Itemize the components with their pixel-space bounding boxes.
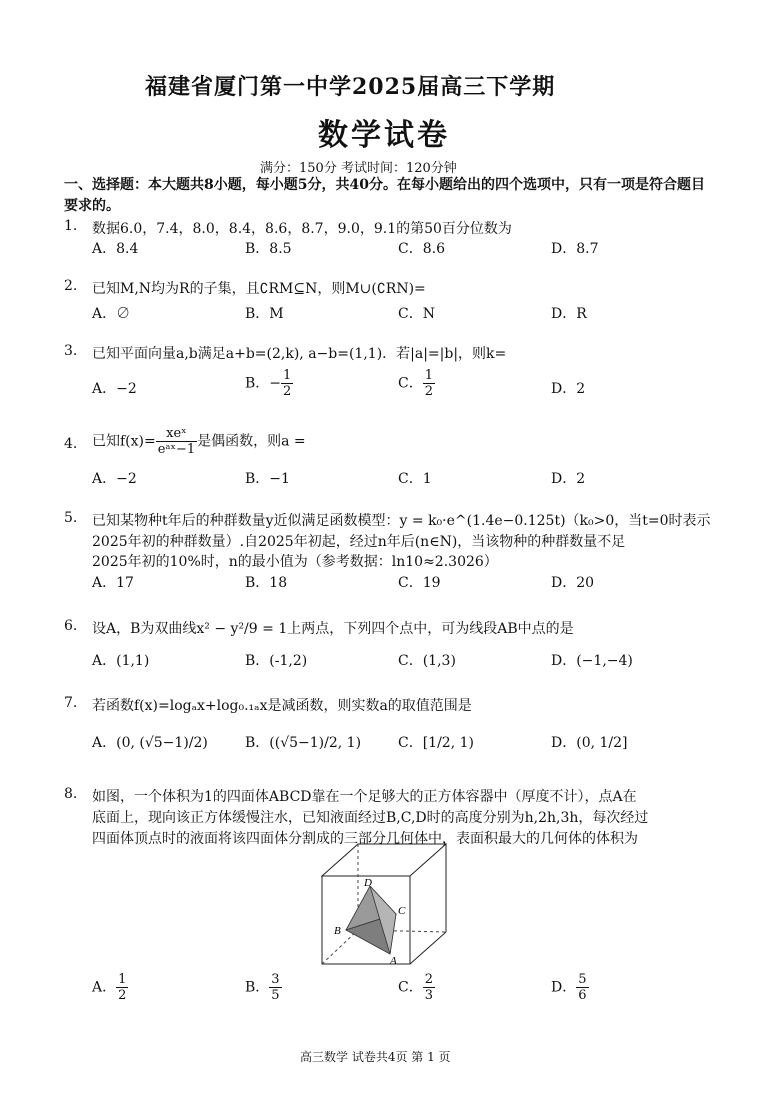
question-line-2: 底面上，现向该正方体缓慢注水，已知液面经过B,C,D时的高度分别为h,2h,3h，每次经过 bbox=[92, 810, 649, 826]
option-b: B．8.5 bbox=[245, 241, 292, 257]
page-footer: 高三数学 试卷共4页 第 1 页 bbox=[300, 1050, 451, 1064]
section-heading: 一、选择题：本大题共8小题，每小题5分，共40分。在每小题给出的四个选项中，只有一项是符合题目要求的。 bbox=[64, 177, 705, 214]
option-b bbox=[245, 732, 361, 752]
option-c bbox=[398, 972, 435, 1003]
cube-top-face bbox=[322, 844, 446, 876]
option-a: A．−2 bbox=[92, 381, 137, 397]
option-b-fraction bbox=[269, 972, 281, 1003]
vertex-label-d: D bbox=[364, 877, 372, 889]
option-b bbox=[245, 368, 293, 399]
option-b-prefix: B．− bbox=[245, 375, 282, 392]
question-text: 已知平面向量a,b满足a+b=(2,k), a−b=(1,1)．若|a|=|b|，则k= bbox=[92, 346, 507, 362]
option-a: A．−2 bbox=[92, 471, 137, 487]
denominator: eᵃˣ−1 bbox=[157, 442, 196, 457]
option-c: C．N bbox=[398, 306, 435, 322]
option-a: A．∅ bbox=[92, 306, 131, 322]
option-c-value: [1/2, 1) bbox=[422, 735, 474, 751]
question-number: 2. bbox=[64, 278, 78, 294]
option-b-fraction bbox=[281, 368, 293, 399]
option-a bbox=[92, 732, 208, 752]
question-line-3: 四面体顶点时的液面将该四面体分割成的三部分几何体中，表面积最大的几何体的体积为 bbox=[92, 831, 638, 847]
question-number: 4. bbox=[64, 436, 78, 452]
option-c: C．(1,3) bbox=[398, 653, 456, 669]
question-text: 已知M,N均为R的子集，且∁RM⊆N，则M∪(∁RN)= bbox=[92, 281, 426, 297]
denominator: 2 bbox=[283, 384, 292, 399]
vertex-label-b: B bbox=[334, 925, 341, 937]
numerator: 5 bbox=[578, 972, 587, 987]
numerator: 1 bbox=[424, 368, 433, 383]
option-b-prefix: B． bbox=[245, 735, 270, 751]
option-d-value: (0, 1/2] bbox=[576, 735, 628, 751]
option-a: A．17 bbox=[92, 575, 134, 591]
option-d bbox=[551, 732, 628, 752]
option-d bbox=[551, 972, 589, 1003]
question-number: 8. bbox=[64, 786, 78, 802]
option-d: D．R bbox=[551, 306, 587, 322]
option-c-fraction bbox=[423, 368, 435, 399]
option-a: A．8.4 bbox=[92, 241, 139, 257]
option-d-prefix: D． bbox=[551, 735, 577, 751]
option-c: C．1 bbox=[398, 471, 432, 487]
question-number: 5. bbox=[64, 510, 78, 526]
option-a-fraction bbox=[116, 972, 128, 1003]
denominator: 2 bbox=[424, 384, 433, 399]
exam-meta: 满分：150分 考试时间：120分钟 bbox=[260, 161, 457, 176]
option-a-prefix: A． bbox=[92, 979, 117, 996]
question-text: 数据6.0，7.4，8.0，8.4，8.6，8.7，9.0，9.1的第50百分位数为 bbox=[92, 221, 512, 237]
numerator: 2 bbox=[424, 972, 433, 987]
option-d: D．2 bbox=[551, 471, 586, 487]
option-c: C．19 bbox=[398, 575, 441, 591]
question-number: 7. bbox=[64, 695, 78, 711]
question-text-pre: 已知f(x)= bbox=[92, 433, 156, 450]
option-a bbox=[92, 972, 128, 1003]
option-b: B．18 bbox=[245, 575, 288, 591]
option-c-prefix: C． bbox=[398, 375, 423, 392]
question-text bbox=[92, 426, 306, 457]
option-d-fraction bbox=[576, 972, 588, 1003]
option-c bbox=[398, 732, 474, 752]
option-a: A．(1,1) bbox=[92, 653, 150, 669]
denominator: 2 bbox=[118, 988, 127, 1003]
option-d-prefix: D． bbox=[551, 979, 577, 996]
question-text: 若函数f(x)=logₐx+log₀.₁ₐx是减函数，则实数a的取值范围是 bbox=[92, 698, 472, 714]
denominator: 3 bbox=[424, 988, 433, 1003]
option-b: B．(-1,2) bbox=[245, 653, 308, 669]
question-line-3: 2025年初的10%时，n的最小值为（参考数据：ln10≈2.3026） bbox=[92, 554, 498, 570]
cube-edge bbox=[410, 932, 446, 964]
question-text-post: 是偶函数，则a = bbox=[197, 433, 306, 450]
cube-tetrahedron-figure bbox=[318, 842, 450, 968]
option-c-prefix: C． bbox=[398, 735, 423, 751]
option-d: D．(−1,−4) bbox=[551, 653, 633, 669]
option-b-value: ((√5−1)/2, 1) bbox=[269, 735, 362, 751]
option-d: D．8.7 bbox=[551, 241, 599, 257]
numerator: 3 bbox=[271, 972, 280, 987]
question-line-1: 如图，一个体积为1的四面体ABCD靠在一个足够大的正方体容器中（厚度不计），点A在 bbox=[92, 789, 637, 805]
option-c: C．8.6 bbox=[398, 241, 445, 257]
vertex-label-c: C bbox=[398, 905, 406, 917]
option-d: D．2 bbox=[551, 381, 586, 397]
exam-school-title: 福建省厦门第一中学2025届高三下学期 bbox=[145, 74, 556, 100]
question-text: 设A，B为双曲线x² − y²/9 = 1上两点，下列四个点中，可为线段AB中点的是 bbox=[92, 621, 574, 637]
denominator: 5 bbox=[271, 988, 280, 1003]
option-b bbox=[245, 972, 282, 1003]
question-line-2: 2025年初的种群数量）.自2025年初起，经过n年后(n∈N)，当该物种的种群数量不足 bbox=[92, 534, 626, 550]
option-c-prefix: C． bbox=[398, 979, 423, 996]
function-fraction bbox=[156, 426, 197, 457]
option-b: B．M bbox=[245, 306, 284, 322]
vertex-label-a: A bbox=[390, 955, 397, 967]
question-number: 6. bbox=[64, 618, 78, 634]
numerator: 1 bbox=[118, 972, 127, 987]
question-number: 3. bbox=[64, 343, 78, 359]
question-number: 1. bbox=[64, 218, 78, 234]
numerator: 1 bbox=[283, 368, 292, 383]
option-c bbox=[398, 368, 435, 399]
option-a-value: (0, (√5−1)/2) bbox=[116, 735, 208, 751]
option-c-fraction bbox=[423, 972, 435, 1003]
numerator: xeˣ bbox=[156, 426, 197, 442]
exam-subject-title: 数学试卷 bbox=[318, 118, 450, 153]
denominator: 6 bbox=[578, 988, 587, 1003]
option-a-prefix: A． bbox=[92, 735, 117, 751]
option-b-prefix: B． bbox=[245, 979, 270, 996]
option-b: B．−1 bbox=[245, 471, 290, 487]
option-d: D．20 bbox=[551, 575, 595, 591]
question-line-1: 已知某物种t年后的种群数量y近似满足函数模型：y = k₀·e^(1.4e−0.125t)（k₀>0，当t=0时表示 bbox=[92, 513, 711, 529]
